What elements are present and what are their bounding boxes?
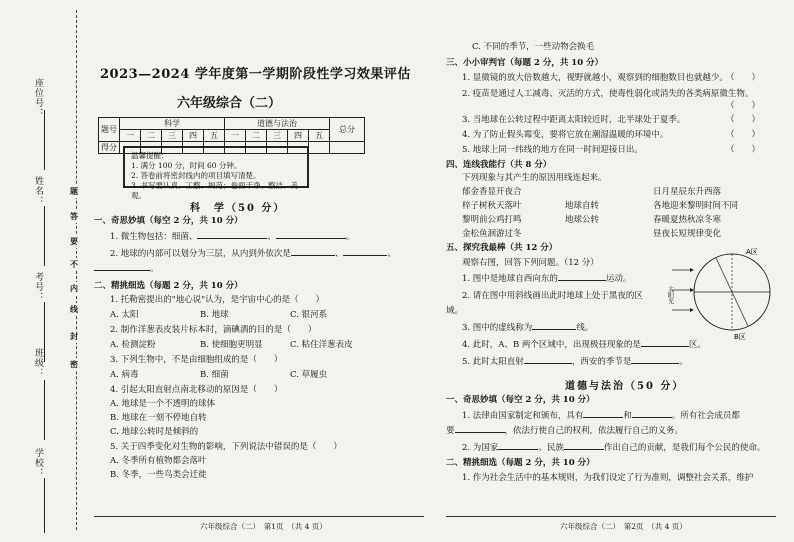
answer-blank[interactable] — [276, 230, 346, 239]
answer-blank[interactable] — [455, 424, 505, 433]
region-a-label: A区 — [746, 248, 758, 256]
match-right-item[interactable]: 昼夜长短规律变化 — [653, 229, 722, 239]
answer-blank[interactable] — [197, 230, 267, 239]
judge-item: 5. 地球上同一纬线的地方在同一时间迎接日出。 — [462, 145, 643, 155]
moral-title: 道德与法治（50 分） — [565, 381, 685, 392]
binding-strip — [0, 0, 88, 542]
match-left-item[interactable]: 金松鱼洄游过冬 — [462, 229, 522, 239]
science-s2-q1: 1. 托勒密提出的"地心说"认为，是宇宙中心的是（ ） — [110, 295, 325, 305]
match-right-item[interactable]: 春暖夏热秋凉冬寒 — [653, 215, 722, 225]
science-s5-q4: 4. 此时，A、B 两个区域中，出现极昼现象的是 区。 — [462, 340, 706, 350]
match-right-item[interactable]: 日月星辰东升西落 — [653, 187, 722, 197]
science-s1-q1: 1. 微生物包括：细菌、 、 。 — [110, 232, 355, 242]
moral-s1-title: 一、奇思妙填（每空 2 分，共 10 分） — [446, 395, 595, 405]
match-left-item[interactable]: 梓子树秋天落叶 — [462, 201, 522, 211]
seal-word-2: 答 — [70, 211, 78, 221]
moral-col-4: 四 — [288, 130, 309, 142]
science-s4-intro: 下列现象与其产生的原因用线连起来。 — [462, 173, 607, 183]
science-s1-q2: 2. 地球的内部可以划分为三层，从内到外依次是 、 、 — [110, 249, 396, 259]
match-middle-item[interactable]: 地球公转 — [565, 215, 600, 225]
moral-col-5: 五 — [309, 130, 330, 142]
moral-s1-q1-cont: 要 ，依法行使自己的权利，依法履行自己的义务。 — [446, 426, 684, 436]
option[interactable]: A. 病毒 — [110, 370, 139, 380]
judge-paren[interactable]: （ ） — [726, 101, 761, 111]
school-label: 学校： — [33, 448, 43, 478]
science-s3-title: 三、小小审判官（每题 2 分，共 10 分） — [446, 58, 604, 68]
notice-item: 3. 书写要认真、工整、规范；卷面干净、整洁、美观。 — [131, 181, 299, 200]
option[interactable]: B. 冬季，一些鸟类会迁徙 — [110, 470, 207, 480]
class-label: 班级： — [33, 348, 43, 378]
science-title: 科 学（50 分） — [190, 203, 286, 214]
judge-paren[interactable]: （ ） — [726, 145, 761, 155]
school-line — [44, 478, 45, 533]
footer-right: 六年级综合（二） 第2页 （共 4 页） — [560, 522, 687, 531]
row-label-question: 题号 — [99, 118, 120, 142]
class-line — [44, 380, 45, 440]
science-s2-q5: 5. 关于四季变化对生物的影响，下列说法中错误的是（ ） — [110, 442, 342, 452]
answer-blank[interactable] — [94, 262, 150, 271]
seat-number-line — [44, 110, 45, 170]
moral-s1-q2: 2. 为国家 、民族 作出自己的贡献，是我们每个公民的使命。 — [462, 443, 766, 453]
option[interactable]: A. 太阳 — [110, 310, 139, 320]
seal-word-5: 内 — [70, 283, 78, 293]
seal-word-1: 题 — [70, 186, 78, 196]
total-header: 总分 — [330, 118, 365, 142]
option[interactable]: C. 不同的季节，一些动物会换毛 — [472, 42, 595, 52]
region-b-label: B区 — [734, 333, 746, 341]
seal-word-8: 密 — [70, 359, 78, 369]
moral-s2-title: 二、精挑细选（每题 2 分，共 10 分） — [446, 458, 595, 468]
judge-item: 4. 为了防止假头霉变，要将它放在潮湿温暖的环境中。 — [462, 130, 669, 140]
answer-blank[interactable] — [532, 321, 576, 330]
answer-blank[interactable] — [583, 409, 623, 418]
science-s5-q2: 2. 请在图中用斜线画出此时地球上处于黑夜的区 — [462, 291, 643, 301]
science-col-4: 四 — [183, 130, 204, 142]
option[interactable]: C. 地球公转时是倾斜的 — [110, 427, 199, 437]
science-s2-q3: 3. 下列生物中，不是由细胞组成的是（ ） — [110, 355, 283, 365]
seal-word-3: 要 — [70, 236, 78, 246]
option[interactable]: A. 地球是一个不透明的球体 — [110, 399, 216, 409]
moral-col-2: 二 — [246, 130, 267, 142]
score-cell[interactable] — [309, 142, 330, 154]
option[interactable]: C. 银河系 — [290, 310, 328, 320]
science-s5-q5: 5. 此时太阳直射 ，西安的季节是 。 — [462, 357, 688, 367]
science-col-5: 五 — [204, 130, 225, 142]
option[interactable]: B. 地球在一刻不停地自转 — [110, 413, 207, 423]
science-s2-q2: 2. 制作洋葱表皮装片标本时，滴碘酒的目的是（ ） — [110, 325, 317, 335]
name-label: 姓名： — [33, 176, 43, 206]
earth-illumination-diagram — [668, 244, 778, 340]
option[interactable]: A. 检测淀粉 — [110, 340, 156, 350]
judge-paren[interactable]: （ ） — [726, 130, 761, 140]
science-col-2: 二 — [141, 130, 162, 142]
option[interactable]: A. 冬季所有植物都会落叶 — [110, 456, 207, 466]
exam-number-label: 考号： — [33, 272, 43, 302]
science-s2-title: 二、精挑细选（每题 2 分，共 10 分） — [94, 281, 243, 291]
notice-item: 2. 答卷前将密封线内的项目填写清楚。 — [131, 171, 261, 180]
answer-blank[interactable] — [291, 247, 335, 256]
option[interactable]: B. 使细胞更明显 — [200, 340, 263, 350]
seat-number-label: 座位号： — [33, 78, 43, 118]
seal-word-6: 线 — [70, 304, 78, 314]
answer-blank[interactable] — [632, 409, 672, 418]
footer-left: 六年级综合（二） 第1页 （共 4 页） — [200, 522, 327, 531]
science-s4-title: 四、连线我能行（共 8 分） — [446, 160, 552, 170]
judge-paren[interactable]: （ ） — [726, 73, 761, 83]
moral-s2-q1: 1. 作为社会生活中的基本规则，为我们设定了行为准则，调整社会关系，维护 — [462, 473, 754, 483]
answer-blank[interactable] — [631, 355, 679, 364]
option[interactable]: B. 细菌 — [200, 370, 229, 380]
science-header: 科学 — [120, 118, 225, 130]
sunlight-arrows — [672, 268, 694, 312]
science-s5-q2-cont: 域。 — [446, 306, 464, 316]
option[interactable]: C. 草履虫 — [290, 370, 328, 380]
row-label-score: 得分 — [99, 142, 120, 154]
answer-blank[interactable] — [498, 441, 538, 450]
moral-header: 道德与法治 — [225, 118, 330, 130]
match-left-item[interactable]: 黎明前公鸡打鸣 — [462, 215, 522, 225]
notice-box — [123, 146, 309, 200]
science-s2-q4: 4. 引起太阳直射点南北移动的原因是（ ） — [110, 385, 283, 395]
science-s1-q2-cont: 。 — [94, 262, 159, 274]
science-col-3: 三 — [162, 130, 183, 142]
match-middle-item[interactable]: 地球自转 — [565, 201, 600, 211]
option[interactable]: B. 地球 — [200, 310, 229, 320]
notice-item: 1. 满分 100 分，时间 60 分钟。 — [131, 161, 242, 170]
answer-blank[interactable] — [564, 441, 604, 450]
judge-item: 1. 显微镜的放大倍数越大，视野就越小，观察到的细胞数目也就越少。 — [462, 73, 728, 83]
science-s5-intro: 观察右图，回答下列问题。（12 分） — [462, 258, 599, 268]
match-right-item[interactable]: 各地迎来黎明时间不同 — [653, 201, 739, 211]
option[interactable]: C. 粘住洋葱表皮 — [290, 340, 353, 350]
moral-col-1: 一 — [225, 130, 246, 142]
seal-word-4: 不 — [70, 259, 78, 269]
judge-item: 2. 疫苗是通过人工减毒、灭活的方式，使毒性弱化或消失的各类病原微生物。 — [462, 89, 754, 99]
science-s5-title: 五、探究我最棒（共 12 分） — [446, 243, 558, 253]
answer-blank[interactable] — [558, 272, 606, 281]
judge-item: 3. 当地球在公转过程中距离太阳较近时，北半球处于夏季。 — [462, 115, 686, 125]
exam-title: 2023—2024 学年度第一学期阶段性学习效果评估 — [100, 67, 411, 82]
answer-blank[interactable] — [343, 247, 387, 256]
science-col-1: 一 — [120, 130, 141, 142]
science-s1-title: 一、奇思妙填（每空 2 分，共 10 分） — [94, 216, 243, 226]
footer-rule-left — [94, 516, 424, 517]
name-line — [44, 206, 45, 266]
science-s5-q3: 3. 图中的虚线称为 线。 — [462, 323, 594, 333]
moral-col-3: 三 — [267, 130, 288, 142]
sunlight-label: 太阳光 — [666, 286, 674, 304]
moral-s1-q1: 1. 法律由国家制定和颁布，具有 和 。所有社会成员都 — [462, 411, 740, 421]
match-left-item[interactable]: 郁金香显开夜合 — [462, 187, 522, 197]
seal-word-7: 封 — [70, 331, 78, 341]
notice-title: 温馨提醒： — [131, 151, 169, 160]
judge-paren[interactable]: （ ） — [726, 115, 761, 125]
total-score-cell[interactable] — [330, 142, 365, 154]
exam-subtitle: 六年级综合（二） — [177, 96, 282, 111]
answer-blank[interactable] — [524, 355, 572, 364]
science-s5-q1: 1. 图中是地球自西向东的 运动。 — [462, 274, 632, 284]
footer-rule-right — [446, 516, 776, 517]
